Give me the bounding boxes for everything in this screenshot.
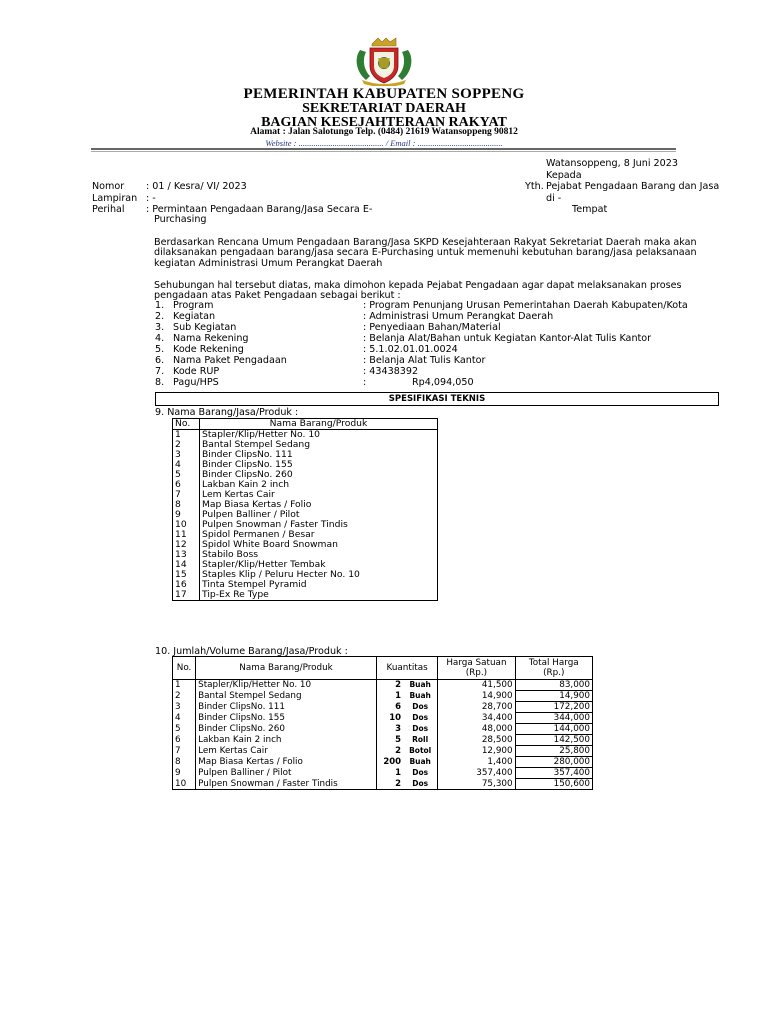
nomor-value: : 01 / Kesra/ VI/ 2023	[146, 181, 247, 192]
row-total-price: 357,400	[515, 768, 592, 779]
table-row	[173, 746, 593, 757]
row-quantity: 3	[376, 724, 403, 735]
detail-label: Nama Rekening	[173, 333, 249, 344]
row-unit-price: 14,900	[438, 691, 515, 702]
row-product-name: Stabilo Boss	[200, 550, 438, 560]
letterhead-divider	[91, 148, 676, 150]
paragraph-1-line-3: kegiatan Administrasi Umum Perangkat Daerah	[154, 258, 383, 269]
row-total-price: 144,000	[515, 724, 592, 735]
perihal-value-cont: Purchasing	[154, 214, 207, 225]
perihal-label: Perihal	[92, 204, 125, 215]
di-label: di -	[546, 193, 562, 204]
detail-no: 1.	[155, 300, 165, 311]
row-product-name: Tinta Stempel Pyramid	[200, 580, 438, 590]
pagu-value: Rp4,094,050	[412, 377, 474, 388]
government-name: PEMERINTAH KABUPATEN SOPPENG	[243, 86, 525, 102]
row-no: 15	[173, 570, 200, 580]
to-label: Kepada	[546, 170, 582, 181]
row-product-name: Stapler/Klip/Hetter Tembak	[200, 560, 438, 570]
detail-value: : 5.1.02.01.01.0024	[363, 344, 458, 355]
total-price-currency: (Rp.)	[543, 668, 565, 678]
detail-no: 5.	[155, 344, 165, 355]
soppeng-regency-emblem	[352, 36, 416, 86]
section-9-title: 9. Nama Barang/Jasa/Produk :	[155, 407, 299, 418]
row-unit-price: 75,300	[438, 779, 515, 790]
row-unit-price: 357,400	[438, 768, 515, 779]
row-total-price: 14,900	[515, 691, 592, 702]
paragraph-2-line-2: pengadaan atas Paket Pengadaan sebagai berikut :	[154, 290, 401, 301]
row-quantity: 10	[376, 713, 403, 724]
row-unit: Dos	[403, 724, 438, 735]
detail-label: Pagu/HPS	[173, 377, 219, 388]
detail-no: 3.	[155, 322, 165, 333]
row-no: 13	[173, 550, 200, 560]
col-unit-price	[438, 657, 515, 680]
row-no: 6	[173, 480, 200, 490]
row-unit-price: 41,500	[438, 680, 515, 691]
row-product-name: Pulpen Balliner / Pilot	[196, 768, 377, 779]
row-product-name: Bantal Stempel Sedang	[196, 691, 377, 702]
row-quantity: 1	[376, 768, 403, 779]
table-row	[173, 590, 438, 601]
table-row	[173, 713, 593, 724]
row-product-name: Pulpen Balliner / Pilot	[200, 510, 438, 520]
section-10-title: 10. Jumlah/Volume Barang/Jasa/Produk :	[155, 646, 348, 657]
col-total-price	[515, 657, 592, 680]
website-email-line: Website : ........................................ / Email : ........................................	[265, 138, 503, 148]
perihal-value: : Permintaan Pengadaan Barang/Jasa Secara E-	[146, 204, 373, 215]
row-product-name: Lem Kertas Cair	[200, 490, 438, 500]
row-product-name: Spidol White Board Snowman	[200, 540, 438, 550]
row-no: 10	[173, 520, 200, 530]
row-product-name: Binder ClipsNo. 155	[196, 713, 377, 724]
row-product-name: Binder ClipsNo. 260	[196, 724, 377, 735]
office-address: Alamat : Jalan Salotungo Telp. (0484) 21619 Watansoppeng 90812	[250, 127, 518, 137]
row-no: 8	[173, 500, 200, 510]
division-name: BAGIAN KESEJAHTERAAN RAKYAT	[261, 115, 507, 130]
row-unit-price: 28,500	[438, 735, 515, 746]
row-unit: Botol	[403, 746, 438, 757]
table-row	[173, 757, 593, 768]
row-product-name: Lakban Kain 2 inch	[196, 735, 377, 746]
row-no: 5	[173, 470, 200, 480]
row-unit: Dos	[403, 768, 438, 779]
place-date: Watansoppeng, 8 Juni 2023	[546, 158, 678, 169]
row-no: 4	[173, 460, 200, 470]
row-no: 3	[173, 450, 200, 460]
letterhead-divider-thin	[91, 151, 676, 152]
detail-label: Program	[173, 300, 214, 311]
lampiran-value: : -	[146, 193, 156, 204]
detail-label: Kode Rekening	[173, 344, 244, 355]
row-total-price: 83,000	[515, 680, 592, 691]
row-product-name: Binder ClipsNo. 111	[200, 450, 438, 460]
row-no: 11	[173, 530, 200, 540]
row-quantity: 5	[376, 735, 403, 746]
detail-label: Kegiatan	[173, 311, 216, 322]
row-product-name: Lakban Kain 2 inch	[200, 480, 438, 490]
row-quantity: 6	[376, 702, 403, 713]
row-no: 7	[173, 746, 196, 757]
table-header-row	[173, 419, 438, 430]
row-product-name: Tip-Ex Re Type	[200, 590, 438, 601]
table-row	[173, 691, 593, 702]
detail-label: Kode RUP	[173, 366, 220, 377]
table-header-row	[173, 657, 593, 680]
recipient: Pejabat Pengadaan Barang dan Jasa	[546, 181, 720, 192]
row-no: 2	[173, 691, 196, 702]
row-product-name: Spidol Permanen / Besar	[200, 530, 438, 540]
row-no: 3	[173, 702, 196, 713]
row-no: 5	[173, 724, 196, 735]
detail-no: 4.	[155, 333, 165, 344]
row-no: 1	[173, 680, 196, 691]
total-price-label: Total Harga	[528, 658, 579, 668]
row-total-price: 150,600	[515, 779, 592, 790]
row-no: 10	[173, 779, 196, 790]
row-total-price: 280,000	[515, 757, 592, 768]
lampiran-label: Lampiran	[92, 193, 138, 204]
col-name: Nama Barang/Produk	[196, 657, 377, 680]
row-unit-price: 48,000	[438, 724, 515, 735]
detail-value: : Program Penunjang Urusan Pemerintahan Daerah Kabupaten/Kota	[363, 300, 688, 311]
row-product-name: Bantal Stempel Sedang	[200, 440, 438, 450]
col-no: No.	[173, 657, 196, 680]
row-no: 17	[173, 590, 200, 601]
row-unit-price: 12,900	[438, 746, 515, 757]
col-no: No.	[173, 419, 200, 430]
row-product-name: Map Biasa Kertas / Folio	[200, 500, 438, 510]
row-no: 2	[173, 440, 200, 450]
row-total-price: 142,500	[515, 735, 592, 746]
unit-price-currency: (Rp.)	[465, 668, 488, 678]
row-unit: Buah	[403, 680, 438, 691]
unit-price-label: Harga Satuan	[446, 658, 507, 668]
row-total-price: 172,200	[515, 702, 592, 713]
row-product-name: Map Biasa Kertas / Folio	[196, 757, 377, 768]
detail-label: Sub Kegiatan	[173, 322, 237, 333]
row-quantity: 200	[376, 757, 403, 768]
detail-value: : Belanja Alat Tulis Kantor	[363, 355, 486, 366]
row-unit: Dos	[403, 713, 438, 724]
row-unit-price: 28,700	[438, 702, 515, 713]
row-no: 1	[173, 430, 200, 441]
paragraph-1-line-2: dilaksanakan pengadaan barang/jasa secara E-Purchasing untuk memenuhi kebutuhan barang/jasa pelaksanaan	[154, 247, 697, 258]
detail-label: Nama Paket Pengadaan	[173, 355, 287, 366]
detail-no: 8.	[155, 377, 165, 388]
row-quantity: 2	[376, 779, 403, 790]
row-no: 12	[173, 540, 200, 550]
row-unit: Buah	[403, 757, 438, 768]
row-no: 8	[173, 757, 196, 768]
detail-no: 6.	[155, 355, 165, 366]
paragraph-1-line-1: Berdasarkan Rencana Umum Pengadaan Barang/Jasa SKPD Kesejahteraan Rakyat Sekretariat Daerah maka akan	[154, 237, 697, 248]
row-quantity: 1	[376, 691, 403, 702]
row-product-name: Lem Kertas Cair	[196, 746, 377, 757]
paragraph-2-line-1: Sehubungan hal tersebut diatas, maka dimohon kepada Pejabat Pengadaan agar dapat melaksanakan proses	[154, 280, 682, 291]
table-row	[173, 724, 593, 735]
row-product-name: Binder ClipsNo. 111	[196, 702, 377, 713]
row-no: 6	[173, 735, 196, 746]
nomor-label: Nomor	[92, 181, 125, 192]
row-no: 16	[173, 580, 200, 590]
detail-value: : 43438392	[363, 366, 419, 377]
table-row	[173, 680, 593, 691]
row-quantity: 2	[376, 746, 403, 757]
table-row	[173, 735, 593, 746]
row-unit-price: 34,400	[438, 713, 515, 724]
spec-title-box: SPESIFIKASI TEKNIS	[155, 392, 719, 406]
row-no: 9	[173, 510, 200, 520]
row-unit-price: 1,400	[438, 757, 515, 768]
row-no: 14	[173, 560, 200, 570]
tempat-label: Tempat	[572, 204, 608, 215]
quantity-table	[172, 656, 593, 790]
row-no: 7	[173, 490, 200, 500]
row-product-name: Binder ClipsNo. 155	[200, 460, 438, 470]
table-row	[173, 779, 593, 790]
row-product-name: Binder ClipsNo. 260	[200, 470, 438, 480]
detail-no: 7.	[155, 366, 165, 377]
row-quantity: 2	[376, 680, 403, 691]
detail-colon: :	[363, 377, 367, 388]
row-product-name: Pulpen Snowman / Faster Tindis	[200, 520, 438, 530]
row-total-price: 25,800	[515, 746, 592, 757]
office-name: SEKRETARIAT DAERAH	[302, 101, 466, 116]
detail-value: : Belanja Alat/Bahan untuk Kegiatan Kantor-Alat Tulis Kantor	[363, 333, 652, 344]
table-row	[173, 702, 593, 713]
detail-value: : Penyediaan Bahan/Material	[363, 322, 501, 333]
row-product-name: Stapler/Klip/Hetter No. 10	[200, 430, 438, 441]
detail-no: 2.	[155, 311, 165, 322]
row-unit: Roll	[403, 735, 438, 746]
row-unit: Buah	[403, 691, 438, 702]
detail-value: : Administrasi Umum Perangkat Daerah	[363, 311, 554, 322]
row-total-price: 344,000	[515, 713, 592, 724]
row-no: 9	[173, 768, 196, 779]
row-unit: Dos	[403, 702, 438, 713]
row-no: 4	[173, 713, 196, 724]
product-name-table	[172, 418, 438, 601]
row-product-name: Stapler/Klip/Hetter No. 10	[196, 680, 377, 691]
col-quantity: Kuantitas	[376, 657, 437, 680]
row-unit: Dos	[403, 779, 438, 790]
row-product-name: Pulpen Snowman / Faster Tindis	[196, 779, 377, 790]
table-row	[173, 768, 593, 779]
col-name: Nama Barang/Produk	[200, 419, 438, 430]
yth-label: Yth.	[525, 181, 544, 192]
row-product-name: Staples Klip / Peluru Hecter No. 10	[200, 570, 438, 580]
